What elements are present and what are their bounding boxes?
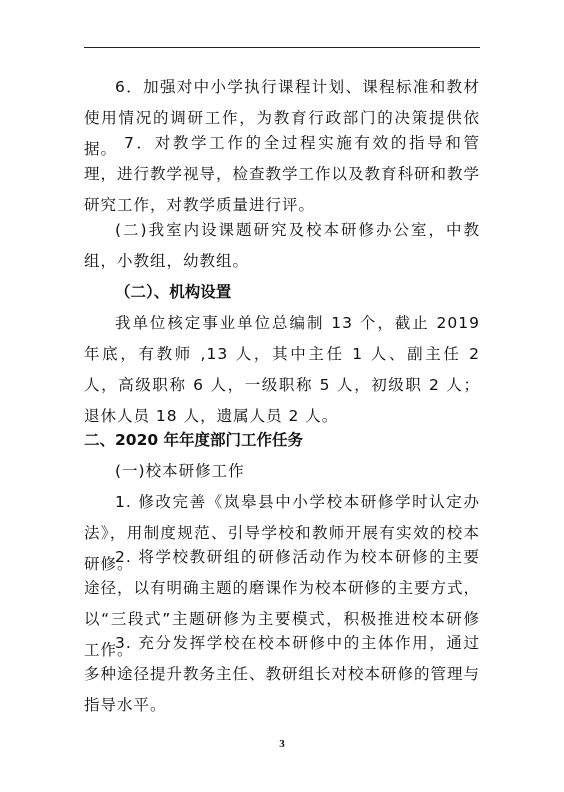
task-item-2: 2. 将学校教研组的研修活动作为校本研修的主要途径，以有明确主题的磨课作为校本研修的主要方式，以“三段式”主题研修为主要模式，积极推进校本研修工作。 (84, 548, 481, 659)
task-item-3: 3. 充分发挥学校在校本研修中的主体作用，通过多种途径提升教务主任、教研组长对校本研修的管理与指导水平。 (84, 634, 481, 714)
paragraph-staff: 我单位核定事业单位总编制 13 个，截止 2019 年底，有教师 ,13 人，其中主任 1 人、副主任 2 人，高级职称 6 人，一级职称 5 人，初级职 2 人；退休人员 18 人，遗属人员 2 人。 (84, 314, 480, 425)
page-number: 3 (279, 738, 285, 750)
header-rule (84, 47, 480, 48)
paragraph-item-6: 6．加强对中小学执行课程计划、课程标准和教材使用情况的调研工作，为教育行政部门的决策提供依据。 (84, 78, 480, 158)
task-item-1: 1. 修改完善《岚皋县中小学校本研修学时认定办法》，用制度规范、引导学校和教师开展有实效的校本研修。 (84, 493, 480, 573)
section-heading-tasks: 二、2020 年年度部门工作任务 (84, 431, 304, 449)
subheading-school-training: (一)校本研修工作 (115, 462, 245, 480)
paragraph-office: (二)我室内设课题研究及校本研修办公室，中教组，小教组，幼教组。 (84, 221, 480, 270)
section-heading-org: （二）、机构设置 (115, 283, 232, 301)
paragraph-item-7: 7．对教学工作的全过程实施有效的指导和管理，进行教学视导，检查教学工作以及教育科研和教学研究工作，对教学质量进行评。 (84, 134, 481, 214)
